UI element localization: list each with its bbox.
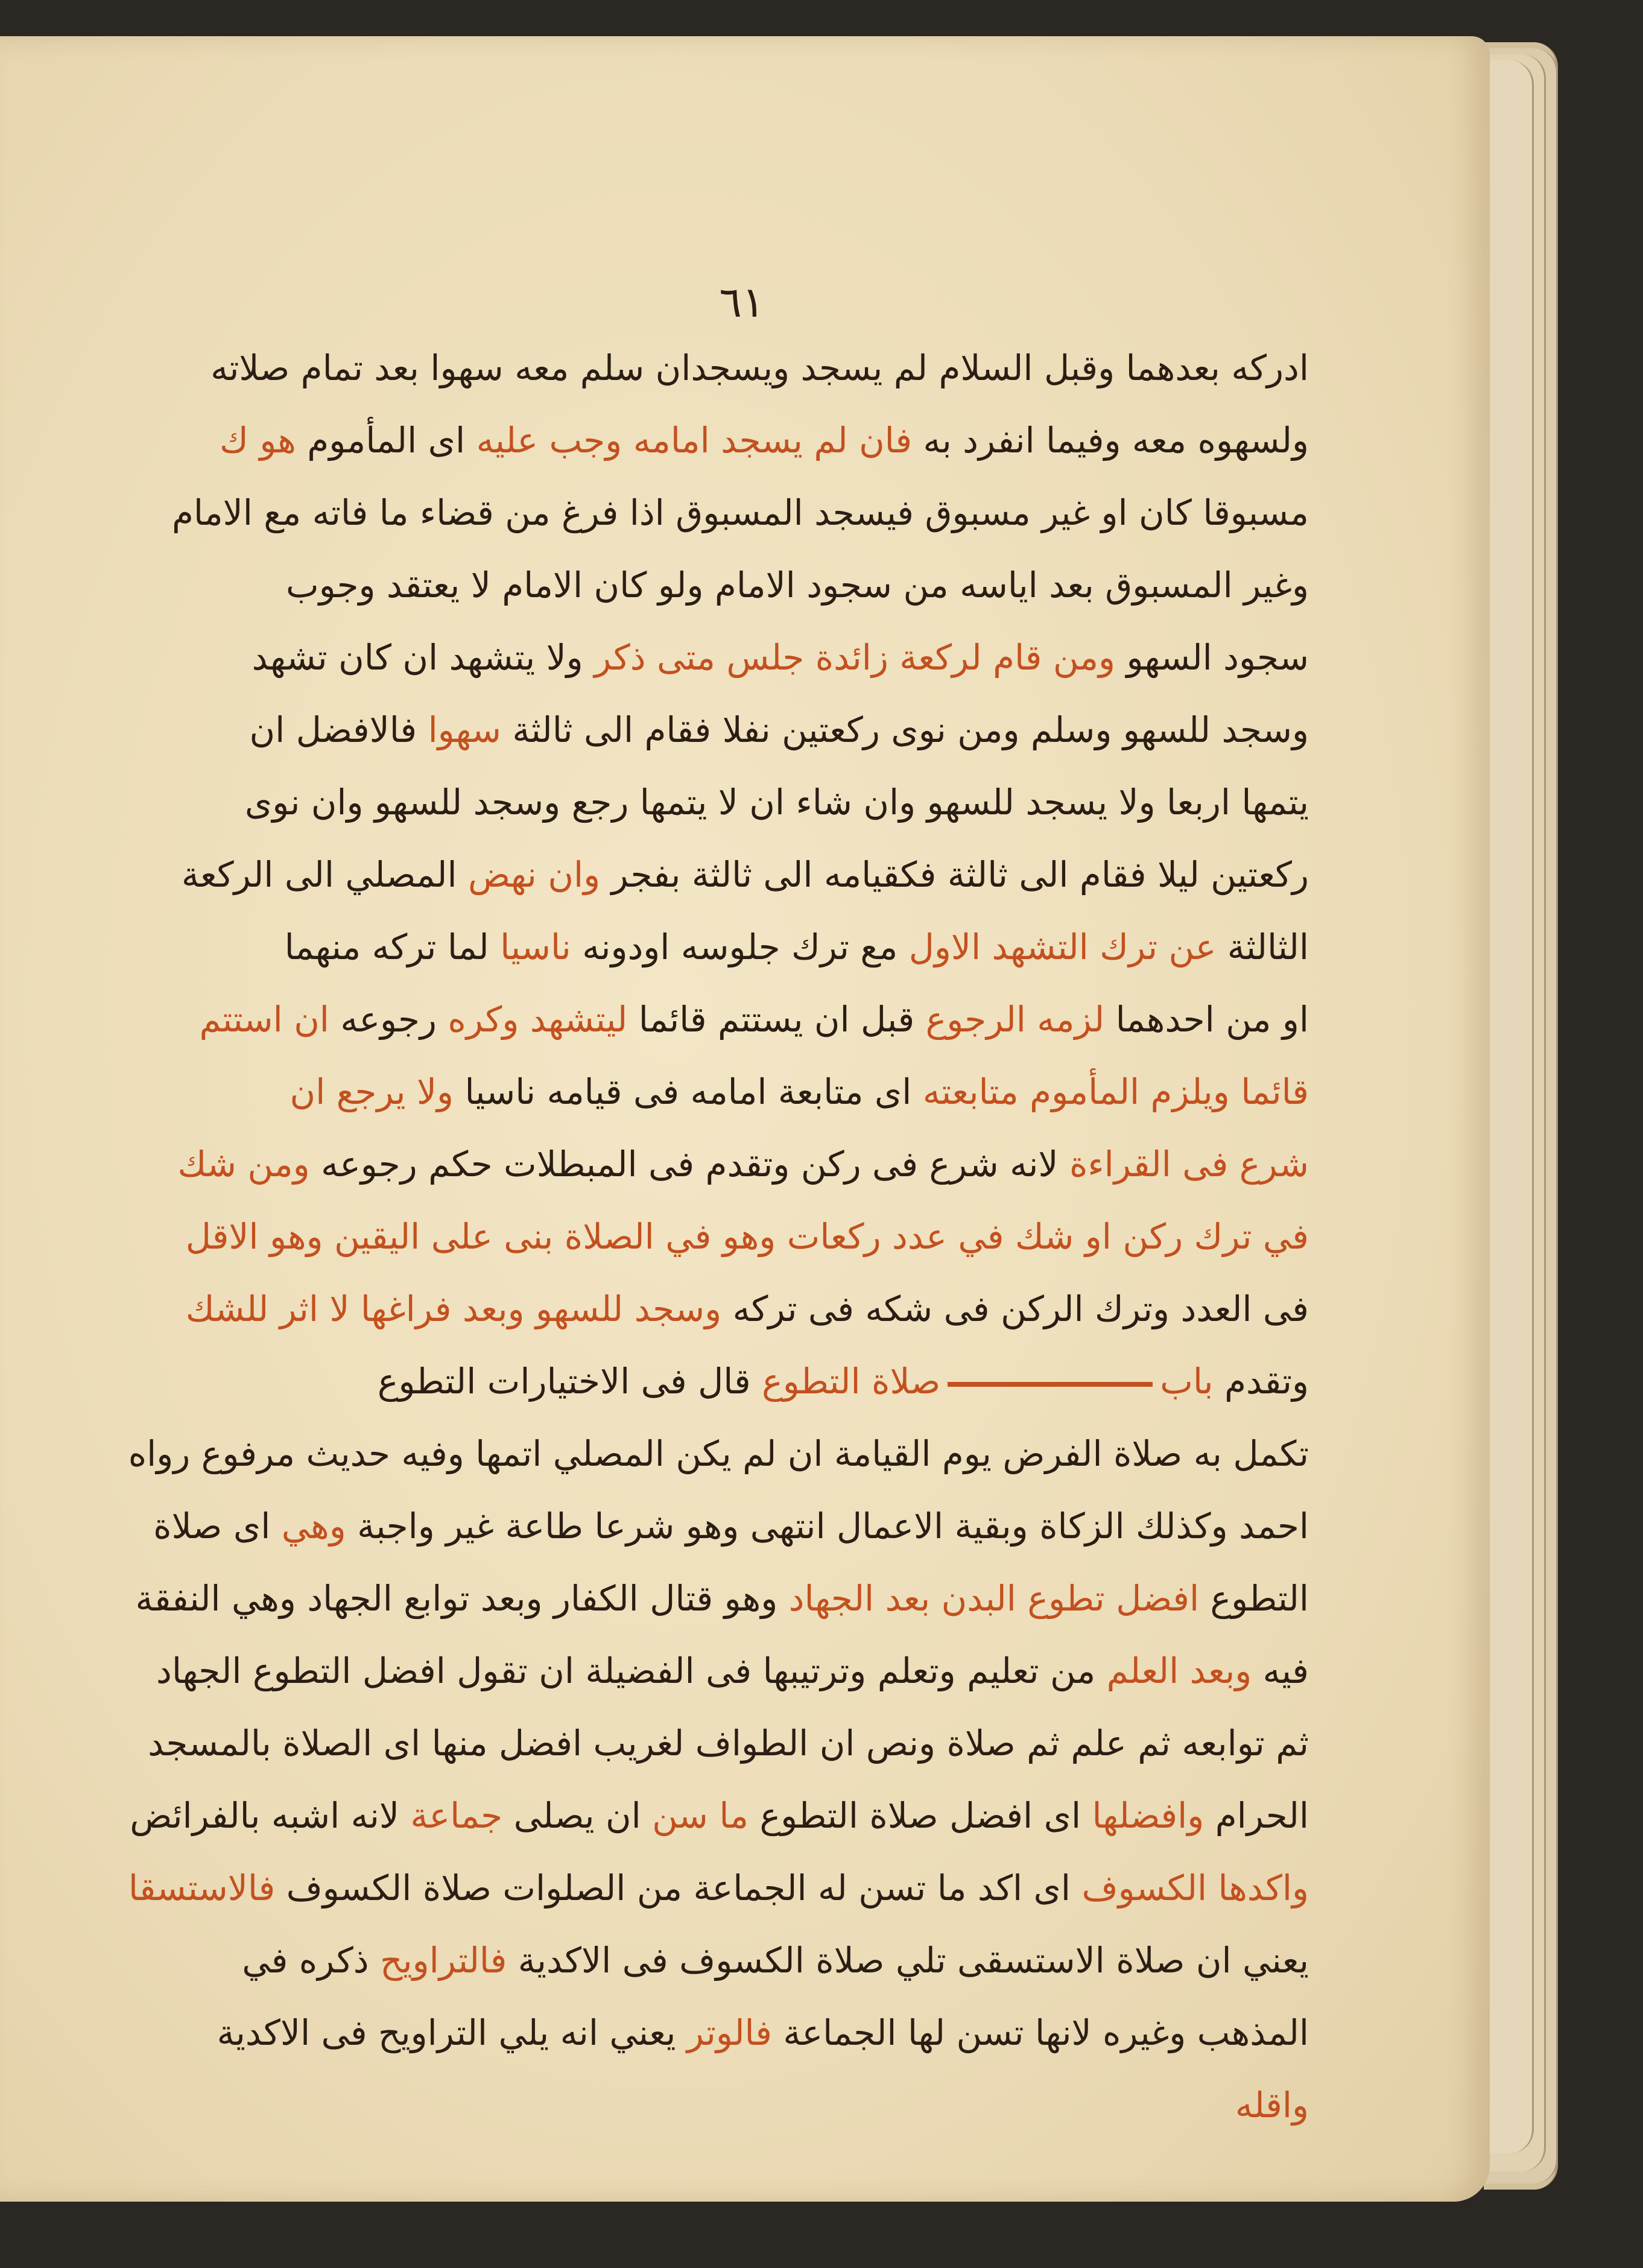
- body-text: مسبوقا كان او غير مسبوق فیسجد المسبوق اذا فرغ من قضاء ما فاته مع الامام: [172, 492, 1309, 533]
- body-text: اى متابعة امامه فى قيامه ناسيا: [454, 1071, 923, 1112]
- text-line: [115, 989, 1309, 1050]
- rubric-text: ومن قام لركعة زائدة جلس متى ذكر: [594, 637, 1116, 678]
- text-line: [115, 1496, 1309, 1556]
- rubric-text: ما سن: [652, 1795, 749, 1836]
- rubric-text: فالوتر: [686, 2012, 772, 2053]
- text-line: [115, 1641, 1309, 1701]
- rubric-text: وان نهض: [468, 854, 601, 895]
- rubric-text: عن ترك التشهد الاول: [908, 927, 1217, 968]
- body-text: اى صلاة: [153, 1506, 282, 1547]
- text-line: [115, 2003, 1309, 2063]
- text-line: [115, 1785, 1309, 1846]
- manuscript-leaf: [0, 36, 1490, 2202]
- rubric-text: وافضلها: [1092, 1795, 1205, 1836]
- body-text: ولا يتشهد ان كان تشهد: [252, 637, 595, 678]
- body-text: ادرکه بعدهما وقبل السلام لم یسجد ویسجدان سلم معه سهوا بعد تمام صلاته: [211, 347, 1309, 388]
- body-text: ای المأموم: [296, 420, 476, 461]
- rubric-text: ان استتم: [199, 999, 329, 1040]
- rubric-text: باب: [1160, 1361, 1214, 1402]
- body-text: لما تركه منهما: [284, 927, 501, 968]
- body-text: يتمها اربعا ولا يسجد للسهو وان شاء ان لا يتمها رجع وسجد للسهو وان نوى: [244, 782, 1309, 823]
- body-text: يعني انه يلي التراويح فى الاكدية: [217, 2012, 687, 2053]
- body-text: من تعليم وتعلم وترتيبها فى الفضيلة ان تقول افضل التطوع الجهاد: [156, 1650, 1107, 1691]
- rubric-text: ليتشهد وكره: [448, 999, 628, 1040]
- body-text: فيه: [1252, 1650, 1309, 1691]
- text-line: [115, 1134, 1309, 1194]
- body-text: قبل ان يستتم قائما: [627, 999, 926, 1040]
- body-text: فالافضل ان: [249, 709, 428, 750]
- rubric-text: لزمه الرجوع: [925, 999, 1105, 1040]
- body-text: وغير المسبوق بعد اياسه من سجود الامام ولو كان الامام لا يعتقد وجوب: [286, 565, 1309, 606]
- body-text: المذهب وغيره لانها تسن لها الجماعة: [771, 2012, 1309, 2053]
- body-text: التطوع: [1199, 1578, 1309, 1619]
- body-text: قال فى الاختيارات التطوع: [377, 1361, 762, 1402]
- body-text: ان يصلى: [502, 1795, 653, 1836]
- text-line: [115, 1930, 1309, 1991]
- rubric-text: وسجد للسهو وبعد فراغها لا اثر للشك: [185, 1288, 722, 1329]
- body-text: او من احدهما: [1104, 999, 1309, 1040]
- rubric-text: فان لم یسجد امامه وجب عليه: [476, 420, 913, 461]
- body-text: وهو قتال الكفار وبعد توابع الجهاد وهي النفقة: [135, 1578, 789, 1619]
- text-line: [115, 555, 1309, 615]
- rubric-text: وهي: [281, 1506, 346, 1547]
- body-text: مع ترك جلوسه اودونه: [571, 927, 909, 968]
- rubric-text: فالتراويح: [380, 1940, 507, 1981]
- rubric-text: شرع فى القراءة: [1069, 1144, 1309, 1185]
- text-line: [115, 1351, 1309, 1411]
- rubric-text: واكدها الكسوف: [1081, 1867, 1309, 1908]
- text-line: [115, 1279, 1309, 1339]
- body-text: وتقدم: [1213, 1361, 1309, 1402]
- rubric-text: ناسيا: [500, 927, 571, 968]
- text-line: [115, 772, 1309, 832]
- text-line: [115, 917, 1309, 977]
- page-number: ٦١: [719, 277, 765, 327]
- rubric-text: ولا يرجع ان: [290, 1071, 454, 1112]
- body-text: ثم توابعه ثم علم ثم صلاة ونص ان الطواف لغريب افضل منها اى الصلاة بالمسجد: [148, 1723, 1309, 1764]
- rubric-text: في ترك ركن او شك في عدد ركعات وهو في الصلاة بنى على اليقين وهو الاقل: [185, 1216, 1309, 1257]
- rubric-text: جماعة: [410, 1795, 503, 1836]
- rubric-text: فالاستسقا: [128, 1867, 276, 1908]
- body-text: لانه شرع فى ركن وتقدم فى المبطلات حكم رجوعه: [309, 1144, 1069, 1185]
- rubric-text: افضل تطوع البدن بعد الجهاد: [788, 1578, 1200, 1619]
- text-line: [115, 2075, 1309, 2135]
- body-text: الحرام: [1204, 1795, 1309, 1836]
- rubric-text: صلاة التطوع: [762, 1361, 941, 1402]
- rubric-text: وبعد العلم: [1106, 1650, 1252, 1691]
- body-text: اى اكد ما تسن له الجماعة من الصلوات صلاة الكسوف: [275, 1867, 1082, 1908]
- text-line: [115, 700, 1309, 760]
- rubric-text: سهوا: [428, 709, 501, 750]
- body-text: رجوعه: [329, 999, 448, 1040]
- text-line: [115, 627, 1309, 688]
- body-text: احمد وكذلك الزكاة وبقية الاعمال انتهى وهو شرعا طاعة غير واجبة: [346, 1506, 1309, 1547]
- manuscript-text: [115, 338, 1309, 2220]
- text-line: [115, 1062, 1309, 1122]
- text-line: [115, 410, 1309, 470]
- text-line: [115, 483, 1309, 543]
- text-line: [115, 844, 1309, 905]
- body-text: سجود السهو: [1115, 637, 1309, 678]
- body-text: اى افضل صلاة التطوع: [749, 1795, 1092, 1836]
- body-text: ركعتين ليلا فقام الى ثالثة فكقيامه الى ثالثة بفجر: [600, 854, 1309, 895]
- rubric-text: واقله: [1235, 2085, 1309, 2126]
- manuscript-page-stack: [0, 36, 1592, 2208]
- rubric-text: ومن شك: [177, 1144, 310, 1185]
- body-text: ولسهوه معه وفيما انفرد به: [912, 420, 1309, 461]
- body-text: فى العدد وترك الركن فى شكه فى تركه: [721, 1288, 1309, 1329]
- text-line: [115, 1568, 1309, 1629]
- text-line: [115, 1713, 1309, 1773]
- body-text: لانه اشبه بالفرائض: [130, 1795, 411, 1836]
- body-text: ذكره في: [242, 1940, 381, 1981]
- body-text: الثالثة: [1216, 927, 1309, 968]
- rubric-text: هو ك: [220, 420, 296, 461]
- text-line: [115, 1206, 1309, 1267]
- rubric-text: قائما ويلزم المأموم متابعته: [922, 1071, 1309, 1112]
- body-text: المصلي الى الركعة: [181, 854, 468, 895]
- body-text: تكمل به صلاة الفرض يوم القيامة ان لم يكن المصلي اتمها وفيه حديث مرفوع رواه: [128, 1433, 1309, 1474]
- text-line: [115, 338, 1309, 398]
- body-text: يعني ان صلاة الاستسقى تلي صلاة الكسوف فى الاكدية: [507, 1940, 1309, 1981]
- rubric-separator-stroke: [948, 1382, 1153, 1387]
- text-line: [115, 1424, 1309, 1484]
- body-text: وسجد للسهو وسلم ومن نوى ركعتين نفلا فقام الى ثالثة: [501, 709, 1309, 750]
- text-line: [115, 1858, 1309, 1918]
